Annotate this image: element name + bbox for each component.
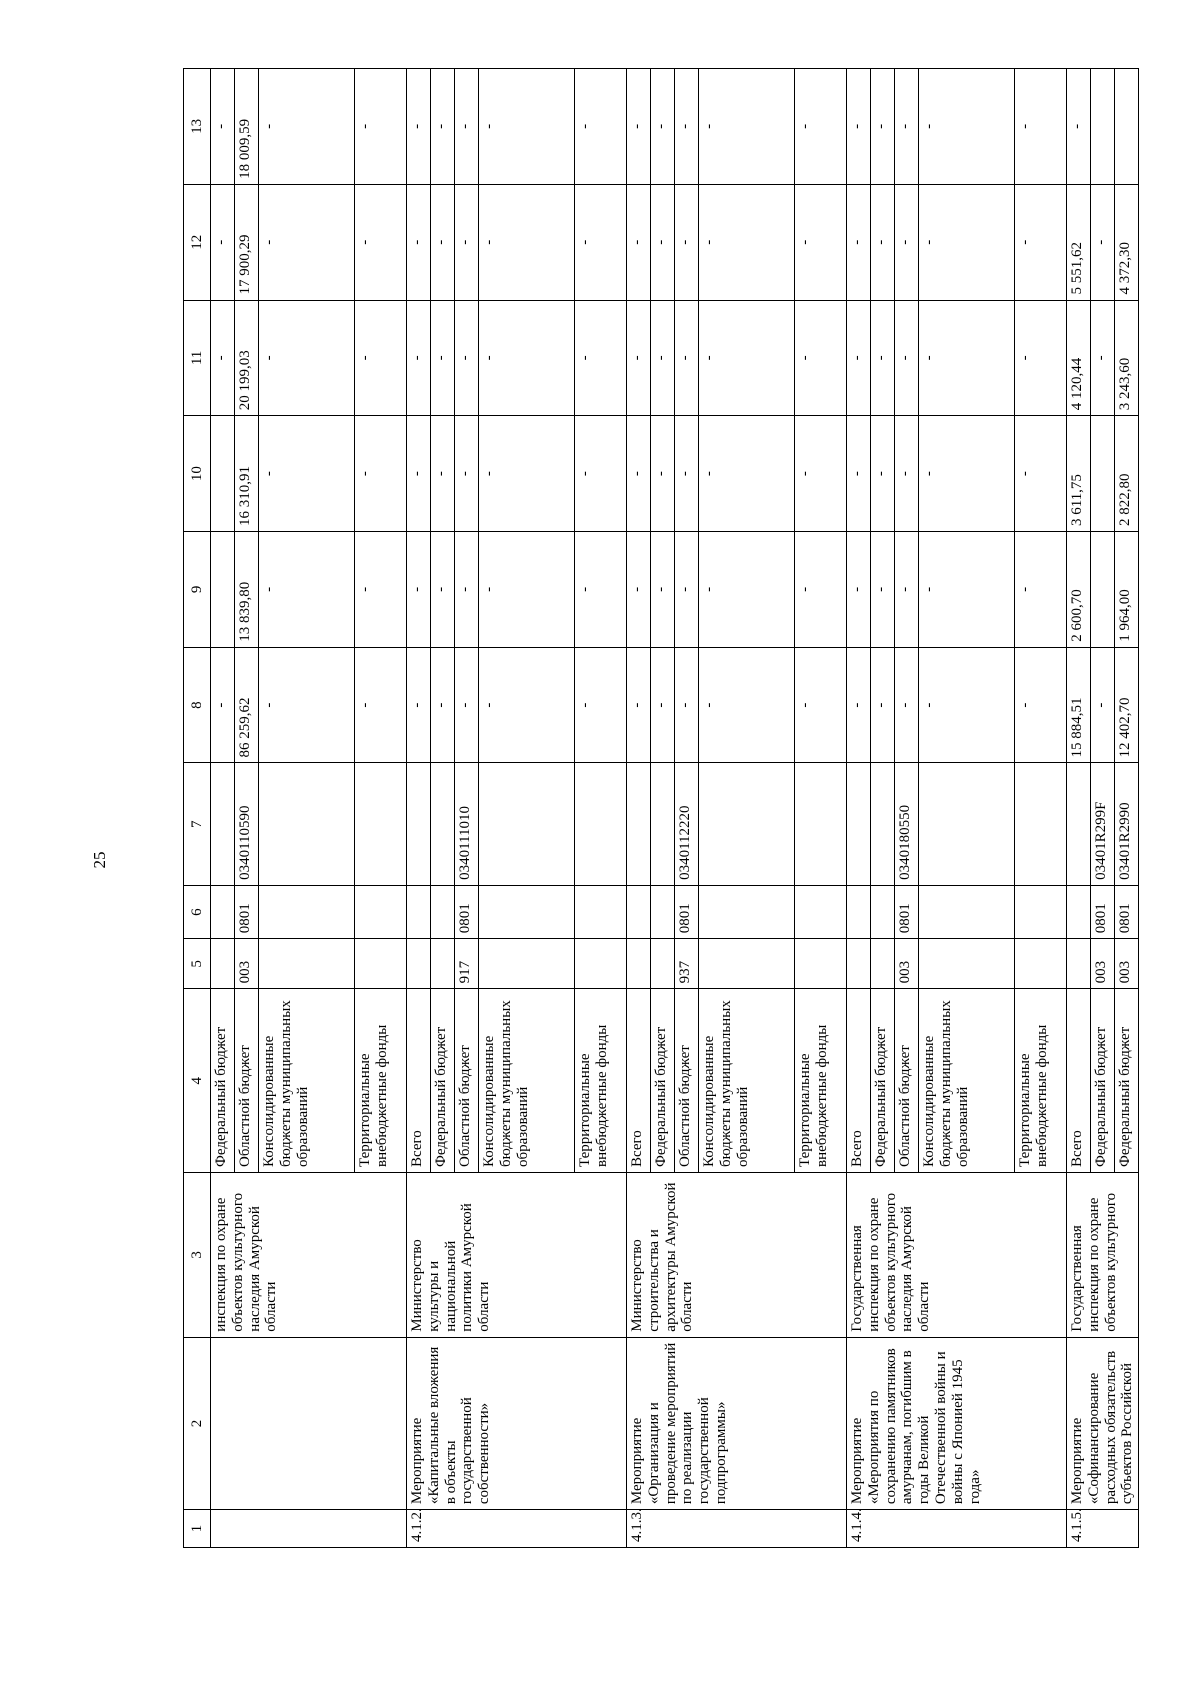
measure-id: 4.1.4.: [847, 1510, 1067, 1548]
funding-source: Федеральный бюджет: [651, 989, 675, 1173]
amount-cell: -: [1015, 647, 1067, 763]
funding-source: Территориальные внебюджетные фонды: [355, 989, 407, 1173]
amount-cell: -: [455, 300, 479, 416]
amount-cell: -: [847, 300, 871, 416]
amount-cell: -: [847, 416, 871, 532]
funding-source: Областной бюджет: [895, 989, 919, 1173]
grbs-code: [479, 939, 575, 989]
amount-cell: -: [479, 184, 575, 300]
grbs-code: [407, 939, 431, 989]
section-code: [259, 885, 355, 938]
funding-source: Всего: [627, 989, 651, 1173]
amount-cell: -: [895, 184, 919, 300]
measure-name: Мероприятие «Мероприятия по сохранению памятников амурчанам, погибшим в годы Великой Отечественной войны и войны с Японией 1945 года»: [847, 1337, 1067, 1509]
target-article: 0340112220: [675, 763, 699, 885]
table-row: [1067, 69, 1091, 1548]
amount-cell: [1115, 69, 1139, 185]
funding-source: Всего: [407, 989, 431, 1173]
amount-cell: -: [651, 300, 675, 416]
amount-cell: -: [211, 184, 235, 300]
amount-cell: -: [699, 184, 795, 300]
section-code: [575, 885, 627, 938]
target-article: [699, 763, 795, 885]
amount-cell: 3 611,75: [1067, 416, 1091, 532]
amount-cell: -: [407, 69, 431, 185]
target-article: [479, 763, 575, 885]
amount-cell: -: [407, 647, 431, 763]
amount-cell: -: [479, 647, 575, 763]
grbs-code: 917: [455, 939, 479, 989]
measure-id: 4.1.2.: [407, 1510, 627, 1548]
amount-cell: -: [675, 300, 699, 416]
section-code: 0801: [235, 885, 259, 938]
section-code: 0801: [675, 885, 699, 938]
amount-cell: -: [895, 69, 919, 185]
amount-cell: -: [675, 532, 699, 648]
column-header: 6: [184, 885, 211, 938]
target-article: [871, 763, 895, 885]
amount-cell: -: [259, 647, 355, 763]
measure-id: 4.1.5.: [1067, 1510, 1139, 1548]
amount-cell: -: [627, 69, 651, 185]
amount-cell: -: [895, 532, 919, 648]
funding-source: Областной бюджет: [675, 989, 699, 1173]
executor: инспекция по охране объектов культурного наследия Амурской области: [211, 1172, 407, 1337]
target-article: 0340180550: [895, 763, 919, 885]
grbs-code: 003: [1091, 939, 1115, 989]
amount-cell: -: [1015, 69, 1067, 185]
amount-cell: -: [847, 532, 871, 648]
section-code: [919, 885, 1015, 938]
funding-source: Областной бюджет: [235, 989, 259, 1173]
executor: Государственная инспекция по охране объектов культурного: [1067, 1172, 1139, 1337]
executor: Министерство строительства и архитектуры Амурской области: [627, 1172, 847, 1337]
amount-cell: -: [1015, 416, 1067, 532]
grbs-code: [847, 939, 871, 989]
funding-source: Консолидированные бюджеты муниципальных образований: [259, 989, 355, 1173]
target-article: [919, 763, 1015, 885]
target-article: [1067, 763, 1091, 885]
column-header: 1: [184, 1510, 211, 1548]
amount-cell: -: [871, 416, 895, 532]
amount-cell: -: [651, 532, 675, 648]
column-header: 7: [184, 763, 211, 885]
grbs-code: [871, 939, 895, 989]
measure-id: [211, 1510, 407, 1548]
amount-cell: -: [575, 647, 627, 763]
amount-cell: -: [1091, 184, 1115, 300]
target-article: [627, 763, 651, 885]
amount-cell: 12 402,70: [1115, 647, 1139, 763]
amount-cell: [1091, 69, 1115, 185]
amount-cell: -: [919, 184, 1015, 300]
measure-name: [211, 1337, 407, 1509]
amount-cell: [1091, 416, 1115, 532]
amount-cell: -: [1015, 532, 1067, 648]
target-article: [847, 763, 871, 885]
amount-cell: -: [627, 300, 651, 416]
amount-cell: 16 310,91: [235, 416, 259, 532]
amount-cell: -: [675, 416, 699, 532]
amount-cell: -: [575, 184, 627, 300]
amount-cell: -: [211, 647, 235, 763]
amount-cell: -: [479, 69, 575, 185]
amount-cell: -: [919, 69, 1015, 185]
amount-cell: 13 839,80: [235, 532, 259, 648]
amount-cell: -: [651, 647, 675, 763]
section-code: 0801: [455, 885, 479, 938]
amount-cell: -: [627, 416, 651, 532]
amount-cell: 86 259,62: [235, 647, 259, 763]
amount-cell: 15 884,51: [1067, 647, 1091, 763]
amount-cell: -: [919, 300, 1015, 416]
grbs-code: [355, 939, 407, 989]
grbs-code: [1067, 939, 1091, 989]
section-code: [795, 885, 847, 938]
amount-cell: 5 551,62: [1067, 184, 1091, 300]
executor: Министерство культуры и национальной политики Амурской области: [407, 1172, 627, 1337]
table-row: [627, 69, 651, 1548]
amount-cell: -: [575, 416, 627, 532]
section-code: 0801: [1115, 885, 1139, 938]
table-body: [184, 69, 1139, 1548]
amount-cell: -: [259, 416, 355, 532]
amount-cell: -: [407, 184, 431, 300]
section-code: [407, 885, 431, 938]
measure-id: 4.1.3.: [627, 1510, 847, 1548]
grbs-code: [699, 939, 795, 989]
section-code: [871, 885, 895, 938]
amount-cell: -: [259, 69, 355, 185]
amount-cell: [211, 416, 235, 532]
grbs-code: [919, 939, 1015, 989]
amount-cell: -: [651, 416, 675, 532]
amount-cell: -: [431, 416, 455, 532]
amount-cell: -: [211, 69, 235, 185]
funding-source: Федеральный бюджет: [1115, 989, 1139, 1173]
amount-cell: -: [479, 416, 575, 532]
column-header: 2: [184, 1337, 211, 1509]
amount-cell: -: [895, 300, 919, 416]
column-header: 13: [184, 69, 211, 185]
amount-cell: -: [627, 532, 651, 648]
amount-cell: -: [675, 184, 699, 300]
amount-cell: -: [431, 647, 455, 763]
section-code: [431, 885, 455, 938]
amount-cell: 4 372,30: [1115, 184, 1139, 300]
target-article: [355, 763, 407, 885]
section-code: [211, 885, 235, 938]
section-code: [847, 885, 871, 938]
amount-cell: -: [575, 300, 627, 416]
amount-cell: -: [455, 416, 479, 532]
target-article: [259, 763, 355, 885]
table-row: [407, 69, 431, 1548]
amount-cell: 1 964,00: [1115, 532, 1139, 648]
amount-cell: -: [1091, 300, 1115, 416]
amount-cell: -: [259, 532, 355, 648]
column-header: 3: [184, 1172, 211, 1337]
amount-cell: -: [871, 300, 895, 416]
column-header: 9: [184, 532, 211, 648]
target-article: 03401R2990: [1115, 763, 1139, 885]
amount-cell: -: [699, 647, 795, 763]
funding-source: Территориальные внебюджетные фонды: [1015, 989, 1067, 1173]
amount-cell: -: [627, 647, 651, 763]
funding-source: Федеральный бюджет: [871, 989, 895, 1173]
funding-source: Консолидированные бюджеты муниципальных образований: [479, 989, 575, 1173]
amount-cell: -: [455, 532, 479, 648]
amount-cell: -: [871, 647, 895, 763]
amount-cell: 4 120,44: [1067, 300, 1091, 416]
grbs-code: [651, 939, 675, 989]
amount-cell: 17 900,29: [235, 184, 259, 300]
target-article: 0340111010: [455, 763, 479, 885]
amount-cell: -: [795, 184, 847, 300]
grbs-code: 003: [895, 939, 919, 989]
target-article: [651, 763, 675, 885]
amount-cell: -: [699, 300, 795, 416]
amount-cell: -: [919, 532, 1015, 648]
rotated-table-container: [183, 68, 1183, 1548]
section-code: [651, 885, 675, 938]
grbs-code: [795, 939, 847, 989]
section-code: [627, 885, 651, 938]
measure-name: Мероприятие «Капитальные вложения в объекты государственной собственности»: [407, 1337, 627, 1509]
measure-name: Мероприятие «Организация и проведение мероприятий по реализации государственной подпрограммы»: [627, 1337, 847, 1509]
amount-cell: [211, 532, 235, 648]
table-row: [847, 69, 871, 1548]
amount-cell: -: [795, 300, 847, 416]
amount-cell: 18 009,59: [235, 69, 259, 185]
amount-cell: -: [699, 416, 795, 532]
section-code: [699, 885, 795, 938]
column-header: 12: [184, 184, 211, 300]
grbs-code: [575, 939, 627, 989]
amount-cell: -: [1091, 647, 1115, 763]
amount-cell: -: [675, 647, 699, 763]
amount-cell: -: [795, 69, 847, 185]
column-header: 4: [184, 989, 211, 1173]
amount-cell: -: [479, 300, 575, 416]
amount-cell: 3 243,60: [1115, 300, 1139, 416]
grbs-code: [1015, 939, 1067, 989]
amount-cell: -: [651, 69, 675, 185]
funding-source: Федеральный бюджет: [1091, 989, 1115, 1173]
executor: Государственная инспекция по охране объектов культурного наследия Амурской области: [847, 1172, 1067, 1337]
target-article: [575, 763, 627, 885]
funding-source: Федеральный бюджет: [431, 989, 455, 1173]
target-article: [1015, 763, 1067, 885]
amount-cell: -: [575, 69, 627, 185]
amount-cell: -: [795, 416, 847, 532]
section-code: 0801: [895, 885, 919, 938]
amount-cell: -: [455, 647, 479, 763]
target-article: [407, 763, 431, 885]
target-article: [795, 763, 847, 885]
amount-cell: -: [407, 416, 431, 532]
amount-cell: -: [455, 69, 479, 185]
funding-source: Консолидированные бюджеты муниципальных образований: [919, 989, 1015, 1173]
amount-cell: -: [919, 416, 1015, 532]
grbs-code: 003: [235, 939, 259, 989]
amount-cell: -: [919, 647, 1015, 763]
amount-cell: -: [871, 69, 895, 185]
amount-cell: -: [431, 184, 455, 300]
section-code: [1015, 885, 1067, 938]
amount-cell: -: [431, 300, 455, 416]
funding-source: Территориальные внебюджетные фонды: [795, 989, 847, 1173]
amount-cell: -: [211, 300, 235, 416]
column-header: 10: [184, 416, 211, 532]
amount-cell: -: [407, 300, 431, 416]
amount-cell: -: [479, 532, 575, 648]
amount-cell: -: [1015, 184, 1067, 300]
target-article: 03401R299F: [1091, 763, 1115, 885]
amount-cell: 2 822,80: [1115, 416, 1139, 532]
page-number: 25: [90, 851, 109, 869]
funding-source: Территориальные внебюджетные фонды: [575, 989, 627, 1173]
grbs-code: [211, 939, 235, 989]
amount-cell: -: [355, 416, 407, 532]
amount-cell: -: [871, 184, 895, 300]
amount-cell: 2 600,70: [1067, 532, 1091, 648]
funding-source: Всего: [847, 989, 871, 1173]
amount-cell: -: [355, 647, 407, 763]
amount-cell: -: [627, 184, 651, 300]
amount-cell: -: [847, 184, 871, 300]
section-code: [479, 885, 575, 938]
amount-cell: [1091, 532, 1115, 648]
amount-cell: -: [1067, 69, 1091, 185]
funding-source: Всего: [1067, 989, 1091, 1173]
amount-cell: -: [407, 532, 431, 648]
grbs-code: [259, 939, 355, 989]
amount-cell: -: [699, 532, 795, 648]
target-article: [211, 763, 235, 885]
grbs-code: 937: [675, 939, 699, 989]
amount-cell: -: [795, 532, 847, 648]
amount-cell: -: [895, 416, 919, 532]
header-row: [184, 69, 211, 1548]
amount-cell: -: [455, 184, 479, 300]
amount-cell: -: [575, 532, 627, 648]
column-header: 11: [184, 300, 211, 416]
amount-cell: -: [355, 300, 407, 416]
grbs-code: 003: [1115, 939, 1139, 989]
target-article: [431, 763, 455, 885]
amount-cell: -: [675, 69, 699, 185]
amount-cell: -: [259, 184, 355, 300]
grbs-code: [627, 939, 651, 989]
funding-source: Областной бюджет: [455, 989, 479, 1173]
target-article: 0340110590: [235, 763, 259, 885]
amount-cell: -: [699, 69, 795, 185]
amount-cell: -: [355, 184, 407, 300]
amount-cell: -: [355, 69, 407, 185]
amount-cell: 20 199,03: [235, 300, 259, 416]
amount-cell: -: [355, 532, 407, 648]
column-header: 8: [184, 647, 211, 763]
amount-cell: -: [871, 532, 895, 648]
amount-cell: -: [431, 532, 455, 648]
section-code: 0801: [1091, 885, 1115, 938]
funding-source: Федеральный бюджет: [211, 989, 235, 1173]
section-code: [1067, 885, 1091, 938]
section-code: [355, 885, 407, 938]
measure-name: Мероприятие «Софинансирование расходных обязательств субъектов Российской: [1067, 1337, 1139, 1509]
column-header: 5: [184, 939, 211, 989]
amount-cell: -: [847, 69, 871, 185]
amount-cell: -: [795, 647, 847, 763]
amount-cell: -: [895, 647, 919, 763]
table-row: [211, 69, 235, 1548]
amount-cell: -: [1015, 300, 1067, 416]
amount-cell: -: [431, 69, 455, 185]
amount-cell: -: [259, 300, 355, 416]
funding-source: Консолидированные бюджеты муниципальных образований: [699, 989, 795, 1173]
budget-table: [183, 68, 1139, 1548]
amount-cell: -: [847, 647, 871, 763]
grbs-code: [431, 939, 455, 989]
amount-cell: -: [651, 184, 675, 300]
